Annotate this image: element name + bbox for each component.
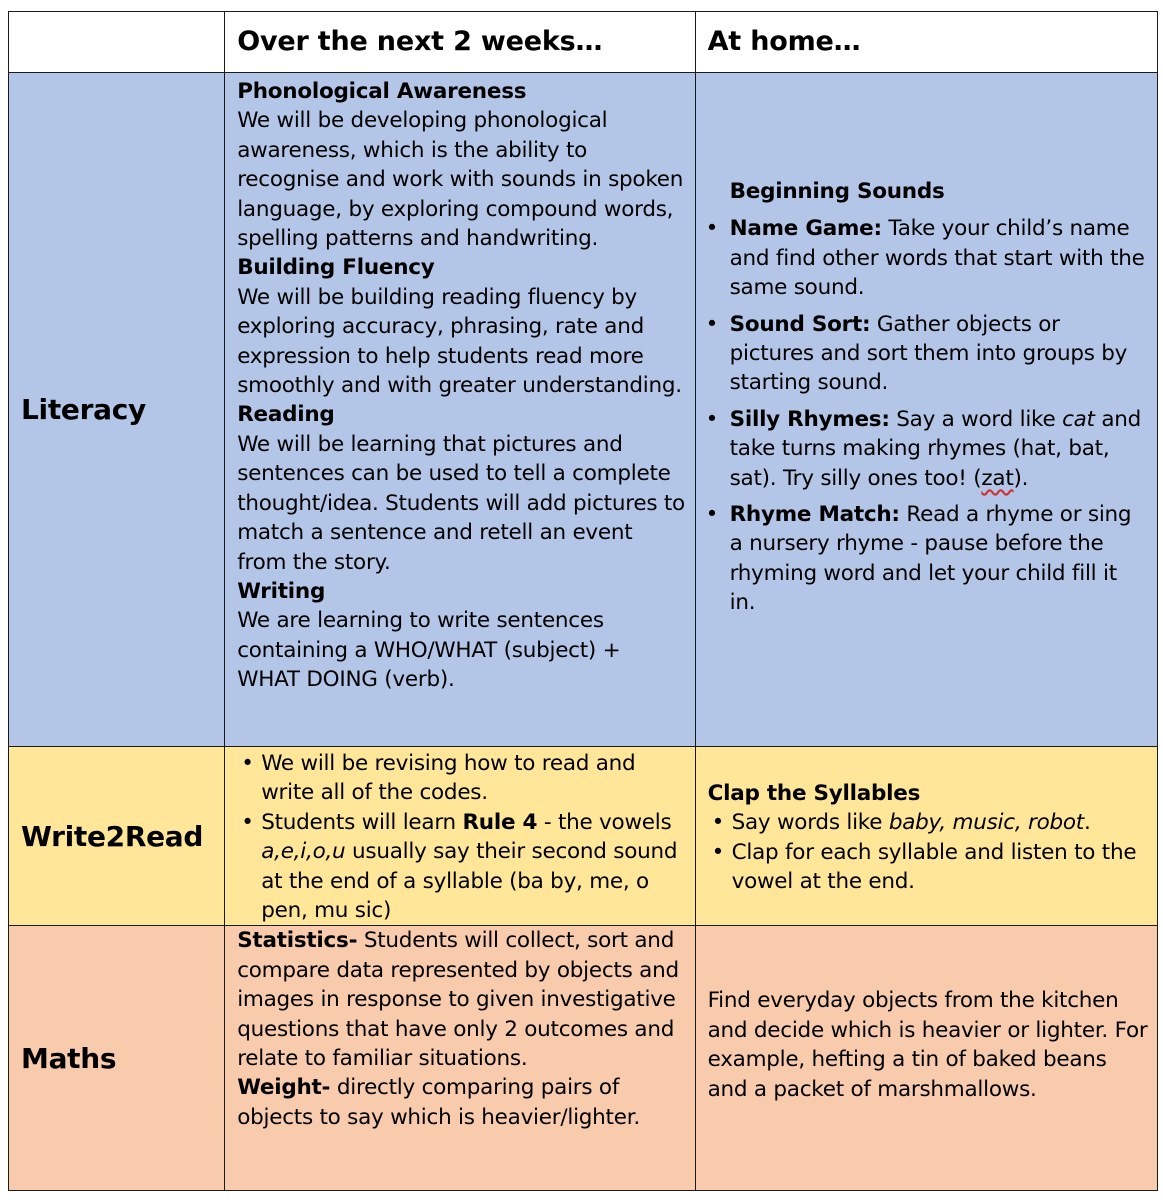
header-row: [9, 12, 1158, 73]
list-item: • Silly Rhymes: Say a word like cat and take turns making rhymes (hat, bat, sat). Try silly ones too! (zat).: [730, 405, 1147, 493]
maths-home-cell: [695, 926, 1157, 1191]
literacy-learning-cell: [225, 73, 695, 747]
literacy-home-cell: [695, 73, 1157, 747]
writing-heading: Writing: [237, 578, 326, 604]
maths-label: Maths: [21, 1041, 117, 1075]
write2read-home-list: [708, 808, 1149, 896]
reading-heading: Reading: [237, 402, 335, 428]
write2read-learning-cell: [225, 747, 695, 926]
phonological-text: We will be developing phonological awareness, which is the ability to recognise and work with sounds in spoken language, by exploring compound words, spelling patterns and handwriting.: [237, 108, 684, 252]
header-blank-cell: [9, 12, 225, 73]
write2read-home-cell: [695, 747, 1157, 926]
maths-label-cell: [9, 926, 225, 1191]
beginning-sounds-heading: Beginning Sounds: [729, 179, 945, 204]
statistics-text: Students will collect, sort and compare data represented by objects and images in response to given investigative questions that have only 2 outcomes and relate to familiar situations.: [237, 928, 679, 1072]
list-item: • Rhyme Match: Read a rhyme or sing a nursery rhyme - pause before the rhyming word and let your child fill it in.: [730, 500, 1147, 618]
maths-learning-cell: [225, 926, 695, 1191]
literacy-home-list: [730, 214, 1147, 617]
fluency-text: We will be building reading fluency by exploring accuracy, phrasing, rate and expression to help students read more smoothly and with greater understanding.: [237, 284, 682, 399]
writing-text: We are learning to write sentences containing a WHO/WHAT (subject) + WHAT DOING (verb).: [237, 608, 621, 693]
literacy-label-cell: [9, 73, 225, 747]
statistics-title: Statistics-: [237, 928, 358, 954]
literacy-label: Literacy: [21, 393, 146, 426]
list-item: • Name Game: Take your child’s name and find other words that start with the same sound.: [730, 214, 1147, 302]
literacy-row: [9, 73, 1158, 747]
maths-row: [9, 926, 1158, 1191]
list-item: • We will be revising how to read and write all of the codes.: [237, 749, 686, 808]
list-item: • Sound Sort: Gather objects or pictures and sort them into groups by starting sound.: [730, 310, 1147, 398]
list-item: • Say words like baby, music, robot.: [708, 808, 1149, 837]
list-item: • Clap for each syllable and listen to the vowel at the end.: [708, 838, 1149, 897]
fluency-heading: Building Fluency: [237, 255, 435, 281]
header-next-weeks: [225, 12, 695, 73]
header-at-home-label: At home…: [707, 26, 861, 57]
home-learning-table: [8, 11, 1158, 1191]
header-at-home: [695, 12, 1157, 73]
write2read-label: Write2Read: [21, 819, 204, 853]
phonological-heading: Phonological Awareness: [237, 79, 527, 104]
spellcheck-word: zat: [981, 465, 1014, 491]
list-item: • Students will learn Rule 4 - the vowels a,e,i,o,u usually say their second sound at the end of a syllable (ba by, me, o pen, mu sic): [237, 808, 686, 926]
maths-home-text: Find everyday objects from the kitchen and decide which is heavier or lighter. For example, hefting a tin of baked beans and a packet of marshmallows.: [707, 988, 1148, 1102]
reading-text: We will be learning that pictures and sentences can be used to tell a complete thought/idea. Students will add pictures to match a sentence and retell an event from the story.: [237, 431, 685, 575]
header-next-weeks-label: Over the next 2 weeks…: [237, 26, 603, 57]
write2read-row: [9, 747, 1158, 926]
write2read-learning-list: [237, 749, 686, 925]
weight-text: directly comparing pairs of objects to say which is heavier/lighter.: [237, 1075, 640, 1130]
weight-title: Weight-: [237, 1075, 331, 1101]
write2read-label-cell: [9, 747, 225, 926]
clap-syllables-heading: Clap the Syllables: [707, 781, 921, 806]
